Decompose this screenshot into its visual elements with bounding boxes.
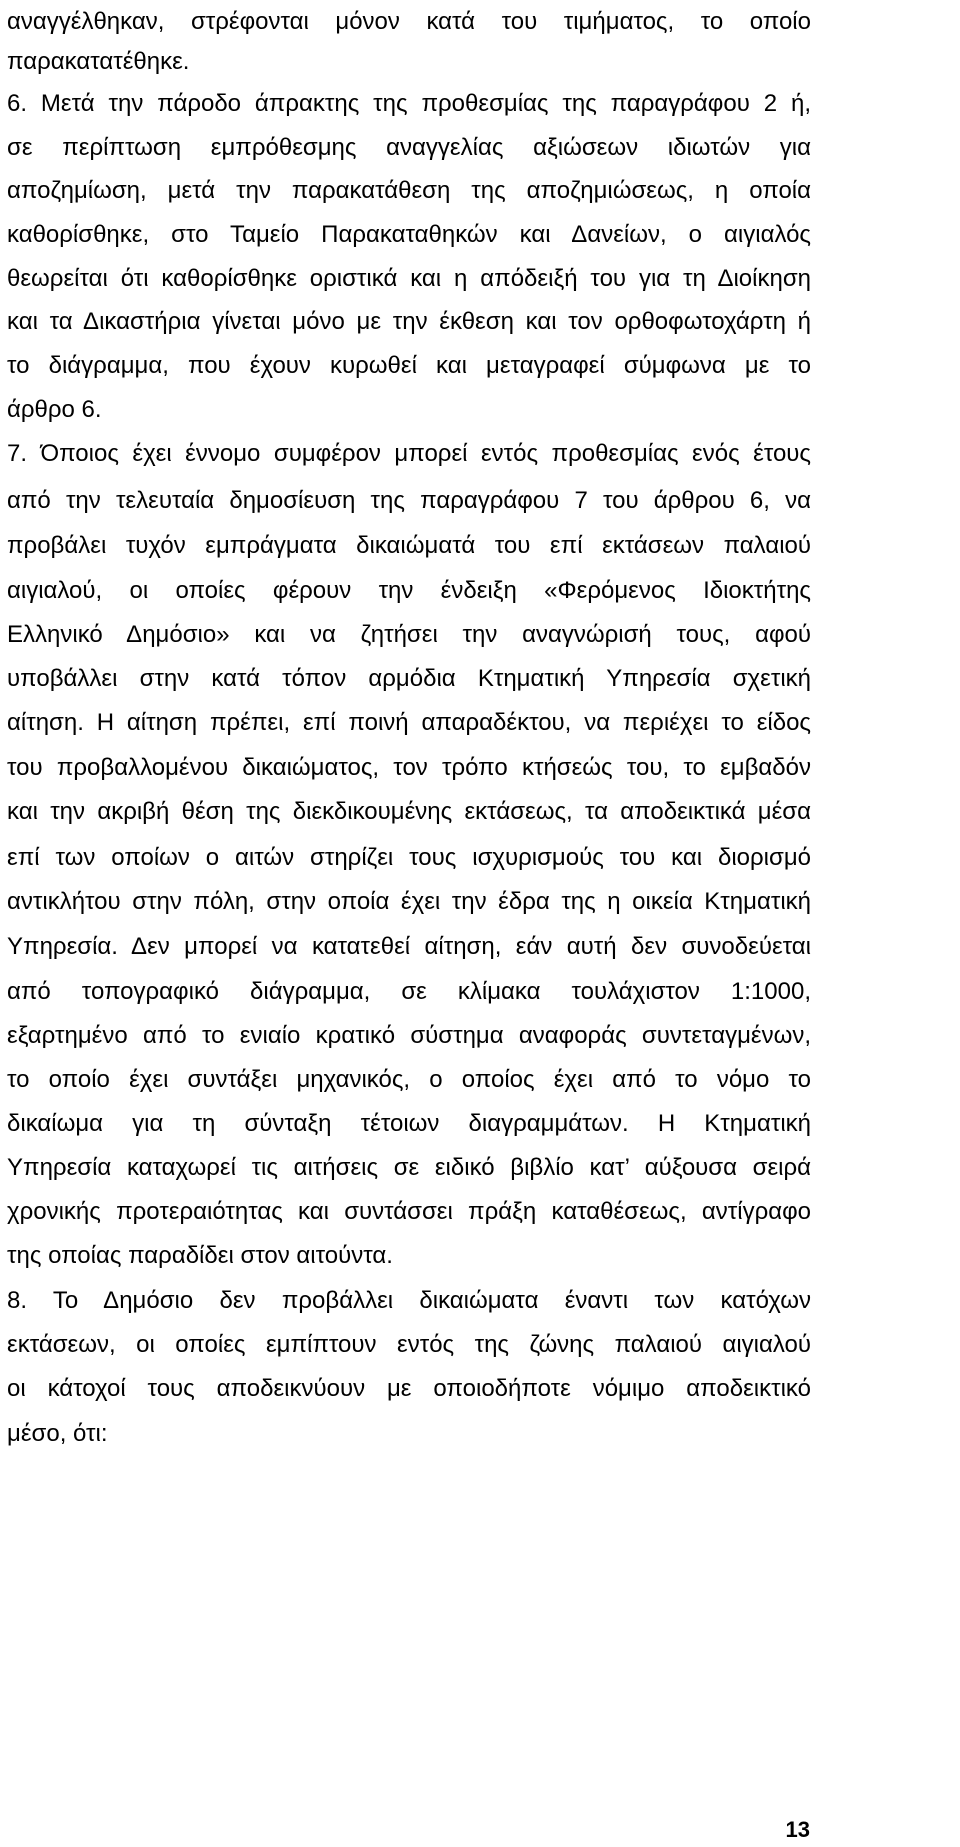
text-line: 7. Όποιος έχει έννομο συμφέρον μπορεί εντός προθεσμίας ενός έτους bbox=[7, 440, 811, 467]
text-line: από την τελευταία δημοσίευση της παραγράφου 7 του άρθρου 6, να bbox=[7, 487, 811, 514]
text-line: Υπηρεσία καταχωρεί τις αιτήσεις σε ειδικό βιβλίο κατ’ αύξουσα σειρά bbox=[7, 1154, 811, 1181]
text-line: οι κάτοχοί τους αποδεικνύουν με οποιοδήποτε νόμιμο αποδεικτικό bbox=[7, 1375, 811, 1402]
text-line: εξαρτημένο από το ενιαίο κρατικό σύστημα αναφοράς συντεταγμένων, bbox=[7, 1022, 811, 1049]
text-line: σε περίπτωση εμπρόθεσμης αναγγελίας αξιώσεων ιδιωτών για bbox=[7, 134, 811, 161]
text-line: του προβαλλομένου δικαιώματος, τον τρόπο κτήσεώς του, το εμβαδόν bbox=[7, 754, 811, 781]
text-line: το διάγραμμα, που έχουν κυρωθεί και μεταγραφεί σύμφωνα με το bbox=[7, 352, 811, 379]
text-line: παρακατατέθηκε. bbox=[7, 48, 190, 75]
text-line: εκτάσεων, οι οποίες εμπίπτουν εντός της ζώνης παλαιού αιγιαλού bbox=[7, 1331, 811, 1358]
text-line: Υπηρεσία. Δεν μπορεί να κατατεθεί αίτηση, εάν αυτή δεν συνοδεύεται bbox=[7, 933, 811, 960]
text-line: δικαίωμα για τη σύνταξη τέτοιων διαγραμμάτων. Η Κτηματική bbox=[7, 1110, 811, 1137]
text-line: και τα Δικαστήρια γίνεται μόνο με την έκθεση και τον ορθοφωτοχάρτη ή bbox=[7, 308, 811, 335]
text-line: της οποίας παραδίδει στον αιτούντα. bbox=[7, 1242, 393, 1269]
text-line: αποζημίωση, μετά την παρακατάθεση της αποζημιώσεως, η οποία bbox=[7, 177, 811, 204]
text-line: από τοπογραφικό διάγραμμα, σε κλίμακα τουλάχιστον 1:1000, bbox=[7, 978, 811, 1005]
text-line: υποβάλλει στην κατά τόπον αρμόδια Κτηματική Υπηρεσία σχετική bbox=[7, 665, 811, 692]
page-number: 13 bbox=[785, 1817, 810, 1842]
text-line: και την ακριβή θέση της διεκδικουμένης εκτάσεως, τα αποδεικτικά μέσα bbox=[7, 798, 811, 825]
text-line: μέσο, ότι: bbox=[7, 1420, 108, 1447]
text-line: 8. Το Δημόσιο δεν προβάλλει δικαιώματα έναντι των κατόχων bbox=[7, 1287, 811, 1314]
text-line: χρονικής προτεραιότητας και συντάσσει πράξη καταθέσεως, αντίγραφο bbox=[7, 1198, 811, 1225]
text-line: αίτηση. Η αίτηση πρέπει, επί ποινή απαραδέκτου, να περιέχει το είδος bbox=[7, 709, 811, 736]
text-line: αντικλήτου στην πόλη, στην οποία έχει την έδρα της η οικεία Κτηματική bbox=[7, 888, 811, 915]
text-line: καθορίσθηκε, στο Ταμείο Παρακαταθηκών και Δανείων, ο αιγιαλός bbox=[7, 221, 811, 248]
text-line: 6. Μετά την πάροδο άπρακτης της προθεσμίας της παραγράφου 2 ή, bbox=[7, 90, 811, 117]
text-line: επί των οποίων ο αιτών στηρίζει τους ισχυρισμούς του και διορισμό bbox=[7, 844, 811, 871]
text-line: Ελληνικό Δημόσιο» και να ζητήσει την αναγνώρισή τους, αφού bbox=[7, 621, 811, 648]
text-line: θεωρείται ότι καθορίσθηκε οριστικά και η απόδειξή του για τη Διοίκηση bbox=[7, 265, 811, 292]
text-line: το οποίο έχει συντάξει μηχανικός, ο οποίος έχει από το νόμο το bbox=[7, 1066, 811, 1093]
text-line: αναγγέλθηκαν, στρέφονται μόνον κατά του τιμήματος, το οποίο bbox=[7, 8, 811, 35]
text-line: προβάλει τυχόν εμπράγματα δικαιώματά του επί εκτάσεων παλαιού bbox=[7, 532, 811, 559]
text-line: άρθρο 6. bbox=[7, 396, 102, 423]
text-line: αιγιαλού, οι οποίες φέρουν την ένδειξη «Φερόμενος Ιδιοκτήτης bbox=[7, 577, 811, 604]
